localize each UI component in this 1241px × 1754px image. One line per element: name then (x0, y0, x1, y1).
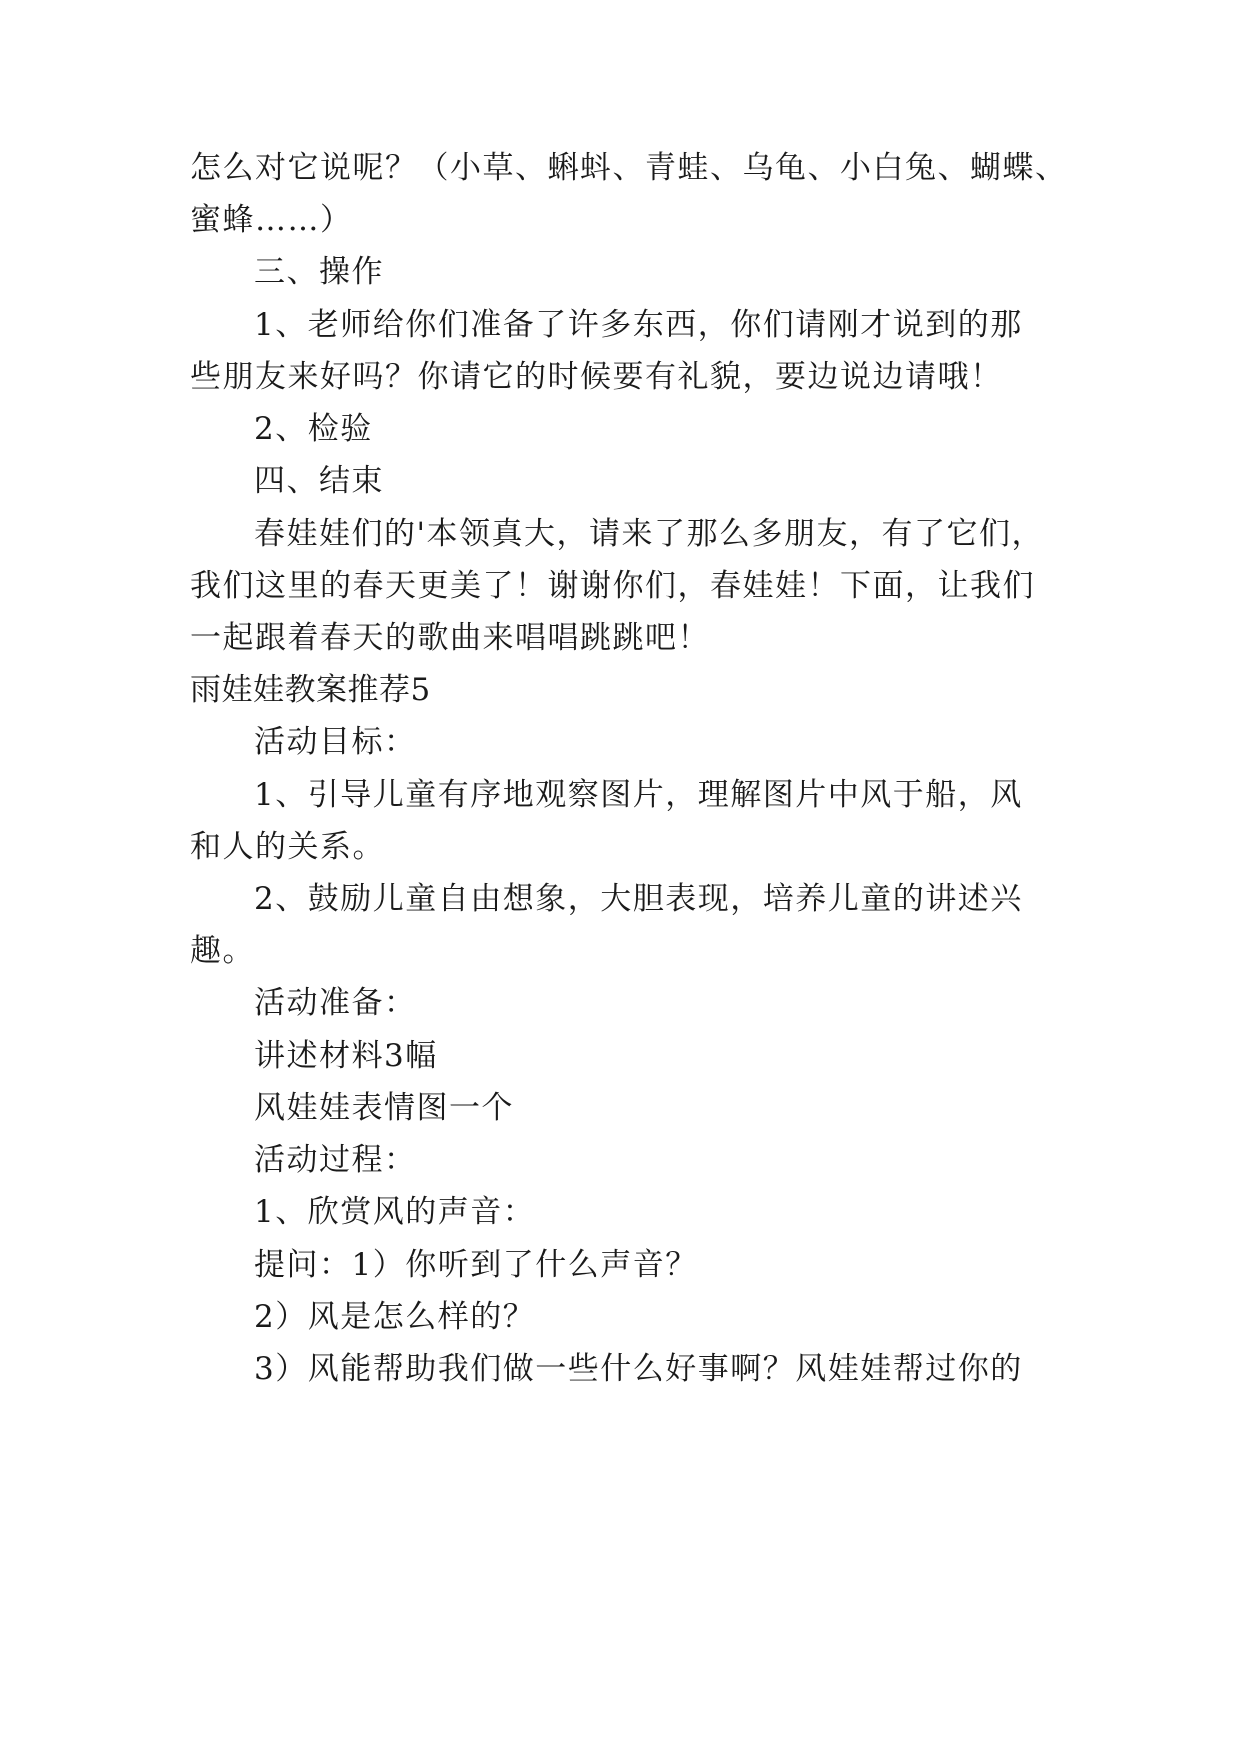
text-line: 提问：1）你听到了什么声音？ (254, 1247, 698, 1283)
text-line: 讲述材料3幅 (254, 1038, 438, 1074)
text-line: 风娃娃表情图一个 (254, 1090, 514, 1126)
text-line: 2、检验 (254, 411, 373, 447)
document-title: 雨娃娃教案推荐5 (190, 672, 431, 708)
section-heading: 活动过程： (254, 1142, 417, 1178)
section-heading: 三、操作 (254, 254, 384, 290)
text-line: 一起跟着春天的歌曲来唱唱跳跳吧！ (190, 620, 710, 656)
text-line: 1、引导儿童有序地观察图片，理解图片中风于船，风 (254, 777, 1023, 813)
text-line: 春娃娃们的'本领真大，请来了那么多朋友，有了它们， (254, 516, 1045, 552)
text-line: 趣。 (190, 933, 255, 969)
text-line: 些朋友来好吗？你请它的时候要有礼貌，要边说边请哦！ (190, 359, 1003, 395)
section-heading: 活动目标： (254, 724, 417, 760)
text-line: 蜜蜂……） (190, 202, 353, 238)
text-line: 怎么对它说呢？（小草、蝌蚪、青蛙、乌龟、小白兔、蝴蝶、 (190, 150, 1068, 186)
text-line: 2、鼓励儿童自由想象，大胆表现，培养儿童的讲述兴 (254, 881, 1023, 917)
text-line: 1、老师给你们准备了许多东西，你们请刚才说到的那 (254, 307, 1023, 343)
text-line: 和人的关系。 (190, 829, 385, 865)
text-line: 2）风是怎么样的？ (254, 1299, 536, 1335)
section-heading: 活动准备： (254, 985, 417, 1021)
section-heading: 四、结束 (254, 463, 384, 499)
text-line: 我们这里的春天更美了！谢谢你们，春娃娃！下面，让我们 (190, 568, 1035, 604)
text-line: 3）风能帮助我们做一些什么好事啊？风娃娃帮过你的 (254, 1351, 1023, 1387)
text-line: 1、欣赏风的声音： (254, 1194, 536, 1230)
